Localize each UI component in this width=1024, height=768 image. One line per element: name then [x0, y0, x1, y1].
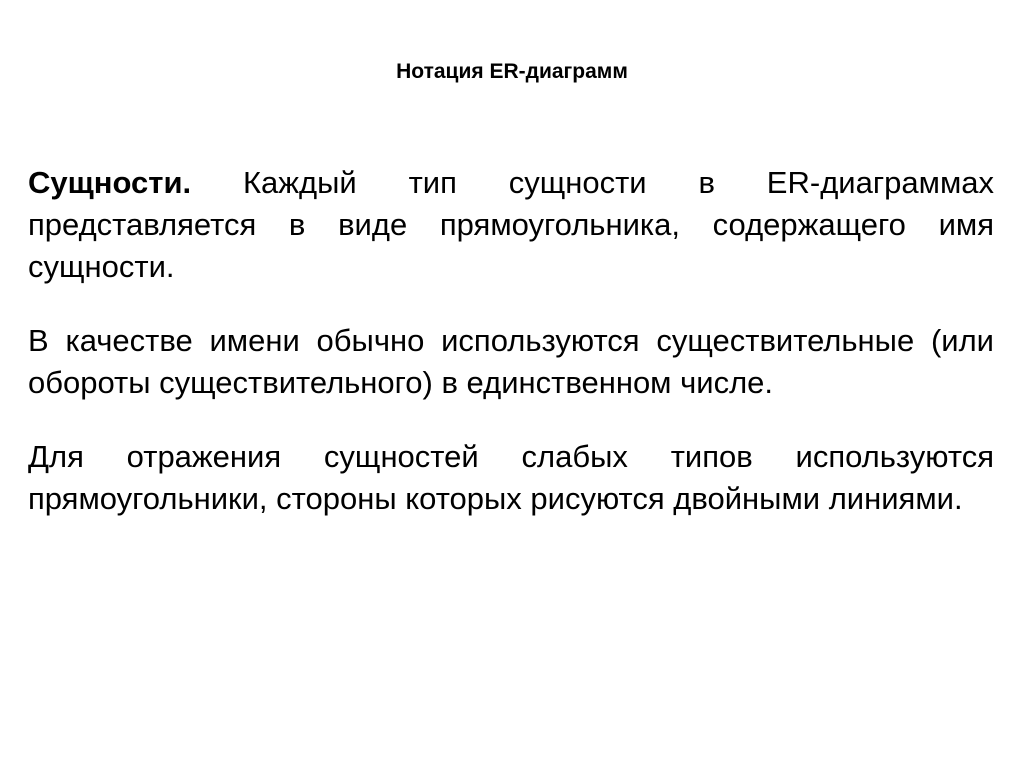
- paragraph-entities: [28, 162, 994, 288]
- paragraph-entity-names: [28, 320, 994, 404]
- paragraph-text: В качестве имени обычно используются существительные (или обороты существительного) в единственном числе.: [28, 323, 994, 400]
- paragraph-weak-entities: [28, 436, 994, 520]
- paragraph-text: Каждый тип сущности в ER-диаграммах представляется в виде прямоугольника, содержащего имя сущности.: [28, 165, 994, 284]
- paragraph-text: Для отражения сущностей слабых типов используются прямоугольники, стороны которых рисуются двойными линиями.: [28, 439, 994, 516]
- paragraph-lead: Сущности.: [28, 165, 192, 200]
- slide-body: [28, 162, 994, 552]
- slide-title: Нотация ER-диаграмм: [396, 60, 628, 83]
